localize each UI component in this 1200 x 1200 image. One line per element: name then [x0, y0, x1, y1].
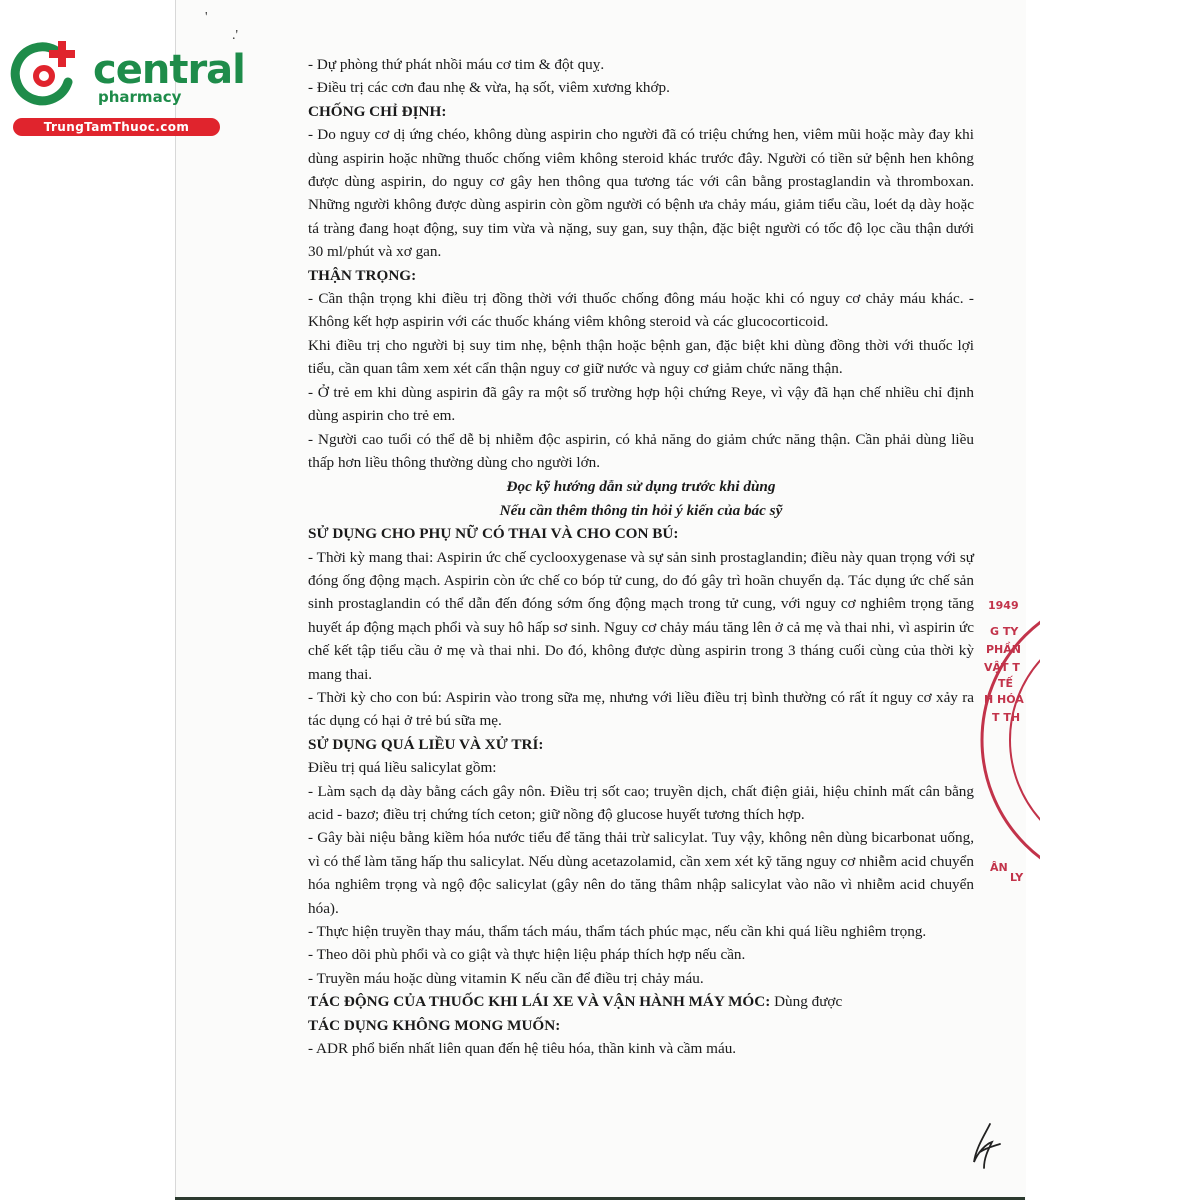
- brand-name: central: [93, 47, 245, 93]
- precautions-heading: THẬN TRỌNG:: [308, 266, 417, 284]
- svg-text:ÂN: ÂN: [990, 861, 1008, 874]
- indication-item: - Điều trị các cơn đau nhẹ & vừa, hạ sốt, viêm xương khớp.: [308, 79, 670, 97]
- driving-text: Dùng được: [774, 993, 843, 1011]
- pregnancy-heading: SỬ DỤNG CHO PHỤ NỮ CÓ THAI VÀ CHO CON BÚ:: [308, 525, 679, 543]
- svg-text:H HÓA: H HÓA: [984, 693, 1024, 706]
- notice-line: Nếu cần thêm thông tin hỏi ý kiến của bác sỹ: [499, 501, 783, 519]
- overdose-intro: Điều trị quá liều salicylat gồm:: [308, 759, 497, 777]
- scan-speck: ': [205, 10, 208, 25]
- precaution-paragraph: Khi điều trị cho người bị suy tim nhẹ, bệnh thận hoặc bệnh gan, đặc biệt khi dùng đồng thời với thuốc lợi tiểu, cần quan tâm xem xét cẩn thận nguy cơ giữ nước và nguy cơ giảm chức năng thận.: [308, 336, 974, 378]
- brand-subtitle: pharmacy: [98, 88, 182, 106]
- overdose-item: - Làm sạch dạ dày bằng cách gây nôn. Điều trị sốt cao; truyền dịch, chất điện giải, hiệu chỉnh mất cân bằng acid - bazơ; điều trị chứng tích ceton; giữ nồng độ glucose huyết tương thích hợp.: [308, 782, 974, 823]
- overdose-item: - Truyền máu hoặc dùng vitamin K nếu cần để điều trị chảy máu.: [308, 969, 704, 987]
- notice-line: Đọc kỹ hướng dẫn sử dụng trước khi dùng: [506, 478, 776, 496]
- leaflet-text: [308, 53, 974, 1060]
- overdose-item: - Theo dõi phù phổi và co giật và thực hiện liệu pháp thích hợp nếu cần.: [308, 946, 746, 964]
- pregnancy-paragraph: - Thời kỳ mang thai: Aspirin ức chế cyclooxygenase và sự sản sinh prostaglandin; điều này quan trọng với sự đóng ống động mạch. Aspirin còn ức chế co bóp tử cung, do đó gây trì hoãn chuyển dạ. Tác dụng ức chế sản sinh prostaglandin có thể dẫn đến đóng sớm ống động mạch trong tử cung, với nguy cơ nghiêm trọng tăng huyết áp động mạch phổi và suy hô hấp sơ sinh. Nguy cơ chảy máu tăng lên ở cả mẹ và thai nhi, vì aspirin ức chế kết tập tiểu cầu ở mẹ và thai nhi. Do đó, không được dùng aspirin trong 3 tháng cuối cùng của thời kỳ mang thai.: [308, 548, 974, 683]
- precaution-paragraph: - Người cao tuổi có thể dễ bị nhiễm độc aspirin, có khả năng do giảm chức năng thận. Cần phải dùng liều thấp hơn liều thông thường dùng cho người lớn.: [308, 430, 974, 471]
- svg-text:VẬT T: VẬT T: [984, 661, 1020, 674]
- central-pharmacy-logo: [10, 34, 245, 139]
- overdose-heading: SỬ DỤNG QUÁ LIỀU VÀ XỬ TRÍ:: [308, 735, 544, 753]
- company-stamp: [980, 575, 1040, 905]
- pharmacy-cross-icon: [10, 38, 80, 108]
- scan-speck: .': [232, 28, 239, 43]
- adverse-text: - ADR phổ biến nhất liên quan đến hệ tiêu hóa, thần kinh và cầm máu.: [308, 1040, 737, 1058]
- svg-text:1949: 1949: [988, 599, 1019, 612]
- driving-line: [308, 990, 974, 1013]
- overdose-item: - Gây bài niệu bằng kiềm hóa nước tiểu để tăng thải trừ salicylat. Tuy vậy, không nên dùng bicarbonat uống, vì có thể làm tăng hấp thu salicylat. Nếu dùng acetazolamid, cần xem xét kỹ tăng nguy cơ nhiễm acid chuyển hóa nghiêm trọng và ngộ độc salicylat (gây nên do tăng thâm nhập salicylat vào não vì nhiễm acid chuyển hóa).: [308, 829, 974, 917]
- precaution-paragraph: - Cần thận trọng khi điều trị đồng thời với thuốc chống đông máu hoặc khi có nguy cơ chảy máu khác. - Không kết hợp aspirin với các thuốc kháng viêm không steroid và các glucocorticoid.: [308, 290, 974, 331]
- contraindications-heading: CHỐNG CHỈ ĐỊNH:: [308, 102, 447, 120]
- adverse-heading: TÁC DỤNG KHÔNG MONG MUỐN:: [308, 1016, 561, 1034]
- svg-text:PHẦN: PHẦN: [986, 643, 1021, 656]
- svg-text:G TY: G TY: [990, 625, 1019, 638]
- contraindications-text: - Do nguy cơ dị ứng chéo, không dùng aspirin cho người đã có triệu chứng hen, viêm mũi hoặc mày đay khi dùng aspirin hoặc những thuốc chống viêm không steroid khác trước đây. Người có tiền sử bệnh hen không được dùng aspirin, do nguy cơ gây hen thông qua tương tác với cân bằng prostaglandin và thromboxan. Những người không được dùng aspirin còn gồm người có bệnh ưa chảy máu, giảm tiểu cầu, loét dạ dày hoặc tá tràng đang hoạt động, suy tim vừa và nặng, suy gan, suy thận, đặc biệt người có tốc độ lọc cầu thận dưới 30 ml/phút và xơ gan.: [308, 126, 974, 261]
- website-badge: TrungTamThuoc.com: [13, 118, 220, 136]
- pregnancy-paragraph: - Thời kỳ cho con bú: Aspirin vào trong sữa mẹ, nhưng với liều điều trị bình thường có rất ít nguy cơ xảy ra tác dụng có hại ở trẻ bú sữa mẹ.: [308, 688, 974, 730]
- svg-text:T TH: T TH: [992, 711, 1021, 724]
- svg-text:LY: LY: [1010, 871, 1024, 884]
- signature: [966, 1118, 1006, 1173]
- driving-heading: TÁC ĐỘNG CỦA THUỐC KHI LÁI XE VÀ VẬN HÀNH MÁY MÓC:: [308, 993, 771, 1011]
- indication-item: - Dự phòng thứ phát nhồi máu cơ tim & đột quỵ.: [308, 56, 605, 73]
- svg-text:TẾ: TẾ: [998, 677, 1014, 690]
- overdose-item: - Thực hiện truyền thay máu, thẩm tách máu, thẩm tách phúc mạc, nếu cần khi quá liều nghiêm trọng.: [308, 923, 927, 941]
- precaution-paragraph: - Ở trẻ em khi dùng aspirin đã gây ra một số trường hợp hội chứng Reye, vì vậy đã hạn chế nhiều chỉ định dùng aspirin cho trẻ em.: [308, 383, 974, 425]
